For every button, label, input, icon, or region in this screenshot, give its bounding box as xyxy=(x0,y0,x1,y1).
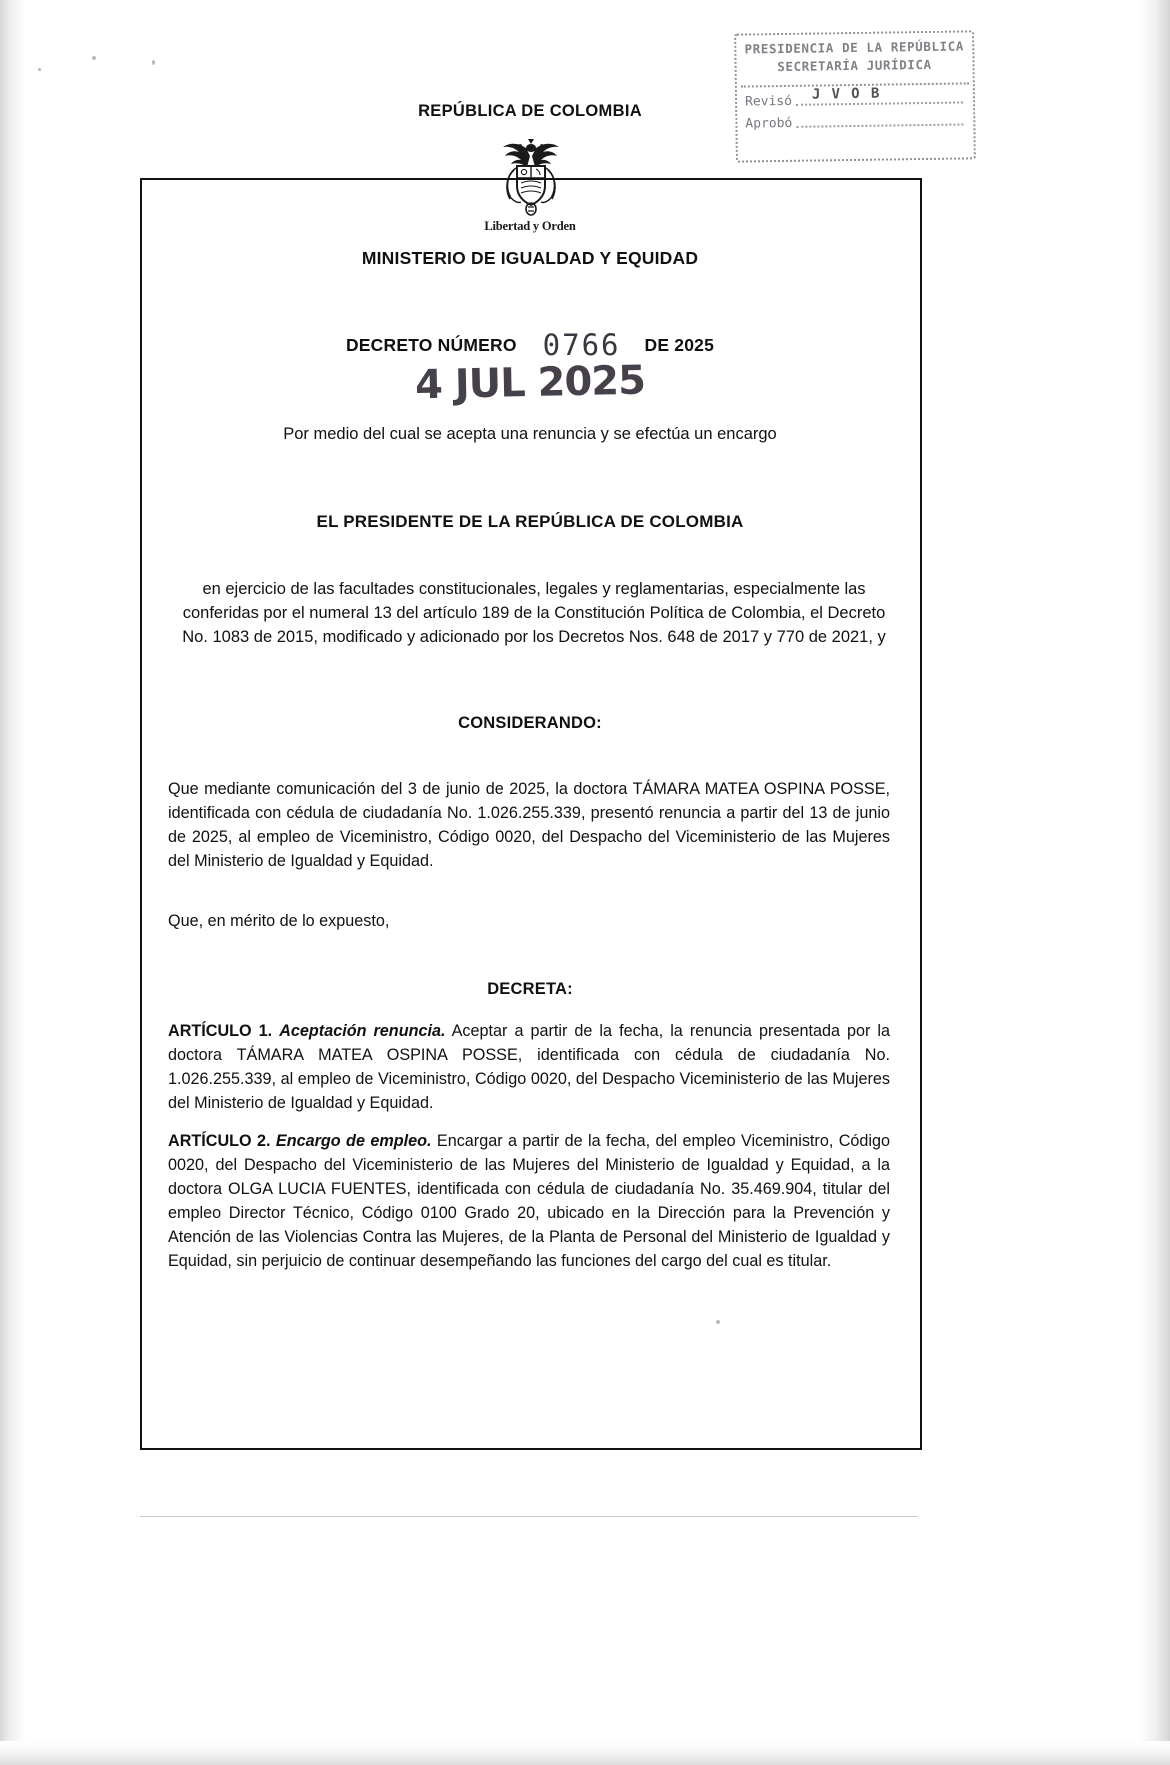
article-2 xyxy=(168,1130,890,1274)
decree-date-stamp: 4 JUL 2025 xyxy=(414,357,646,409)
considering-heading: CONSIDERANDO: xyxy=(458,714,602,732)
article-1-label: ARTÍCULO 1. xyxy=(168,1022,273,1040)
footer-rule xyxy=(140,1516,918,1517)
approval-stamp-heading xyxy=(736,32,973,76)
considering-paragraph-2: Que, en mérito de lo expuesto, xyxy=(168,912,390,930)
article-1-text: Aceptar a partir de la fecha, la renuncia presentada por la doctora TÁMARA MATEA OSPINA POSSE, identificada con cédula de ciudadanía No. 1.026.255.339, al empleo de Viceministro, Código 0020, del Despacho Viceministerio de las Mujeres del Ministerio de Igualdad y Equidad. xyxy=(168,1022,891,1112)
decree-year-label: DE 2025 xyxy=(644,335,715,355)
approval-stamp xyxy=(734,30,976,162)
article-2-title: Encargo de empleo. xyxy=(275,1132,432,1150)
scan-speck xyxy=(38,68,41,71)
scan-edge-right xyxy=(1140,0,1170,1765)
scan-speck xyxy=(152,60,155,65)
coat-of-arms-motto: Libertad y Orden xyxy=(484,219,576,233)
approval-stamp-revised-value: J V O B xyxy=(811,85,881,103)
article-1 xyxy=(168,1020,890,1116)
decrees-heading: DECRETA: xyxy=(487,980,573,998)
decree-number-value: 0766 xyxy=(542,328,621,362)
article-2-label: ARTÍCULO 2. xyxy=(168,1132,271,1150)
scan-edge-bottom xyxy=(0,1741,1170,1765)
approval-stamp-revised-label: Revisó xyxy=(744,93,793,110)
issuer-heading: EL PRESIDENTE DE LA REPÚBLICA DE COLOMBIA xyxy=(316,512,744,531)
article-2-text: Encargar a partir de la fecha, del empleo Viceministro, Código 0020, del Despacho del Viceministerio de las Mujeres del Ministerio de Igualdad y Equidad, a la doctora OLGA LUCIA FUENTES, identificada con cédula de ciudadanía No. 35.469.904, titular del empleo Director Técnico, Código 0100 Grado 20, ubicado en la Dirección para la Prevención y Atención de las Violencias Contra las Mujeres, de la Planta de Personal del Ministerio de Igualdad y Equidad, sin perjuicio de continuar desempeñando las funciones del cargo del cual es titular. xyxy=(168,1132,891,1270)
approval-stamp-line-2: SECRETARÍA JURÍDICA xyxy=(777,56,932,74)
faculties-paragraph: en ejercicio de las facultades constitucionales, legales y reglamentarias, especialmente las conferidas por el numeral 13 del artículo 189 de la Constitución Política de Colombia, el Decreto No. 1083 de 2015, modificado y adicionado por los Decretos Nos. 648 de 2017 y 770 de 2021, y xyxy=(182,580,886,646)
ministry-title: MINISTERIO DE IGUALDAD Y EQUIDAD xyxy=(361,248,699,268)
article-1-title: Aceptación renuncia. xyxy=(279,1022,446,1040)
considering-paragraph-1: Que mediante comunicación del 3 de junio de 2025, la doctora TÁMARA MATEA OSPINA POSSE, identificada con cédula de ciudadanía No. 1.026.255.339, presentó renuncia a partir del 13 de junio de 2025, al empleo de Viceministro, Código 0020, del Despacho del Viceministerio de las Mujeres del Ministerio de Igualdad y Equidad. xyxy=(168,780,890,870)
scan-edge-left xyxy=(0,0,26,1765)
decree-subject: Por medio del cual se acepta una renuncia y se efectúa un encargo xyxy=(283,425,777,443)
approval-stamp-approved-label: Aprobó xyxy=(745,115,793,132)
decree-number-label: DECRETO NÚMERO xyxy=(345,335,517,355)
republic-title: REPÚBLICA DE COLOMBIA xyxy=(418,102,642,120)
approval-stamp-line-1: PRESIDENCIA DE LA REPÚBLICA xyxy=(744,38,965,57)
scan-speck xyxy=(92,56,96,60)
